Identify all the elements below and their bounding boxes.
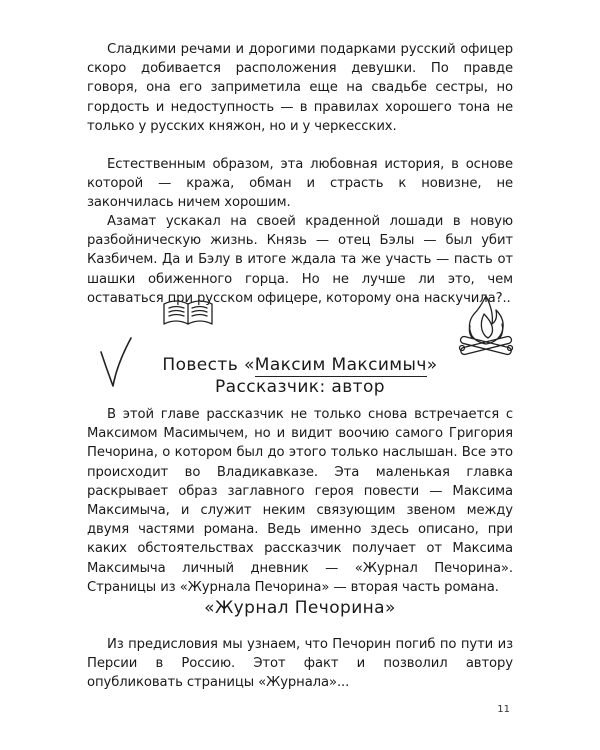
campfire-icon	[450, 292, 522, 362]
page-number: 11	[497, 704, 510, 715]
open-book-icon	[160, 294, 216, 328]
title-prefix: Повесть «	[162, 355, 255, 375]
section-subtitle: Рассказчик: автор	[215, 377, 385, 397]
section-title-zhurnal-pechorina: «Журнал Печорина»	[204, 598, 396, 618]
title-suffix: »	[426, 355, 438, 375]
paragraph-section1: В этой главе рассказчик не только снова встречается с Максимом Масимычем, но и видит воочию самого Григория Печорина, о котором был до этого только наслышан. Все это происходит во Владикавказе. Эта маленькая главка раскрывает образ заглавного героя повести — Максима Максимыча, и служит неким связующим звеном между двумя частями романа. Ведь именно здесь описано, при каких обстоятельствах рассказчик получает от Максима Максимыча личный дневник — «Журнал Печорина». Страницы из «Журнала Печорина» — вторая часть романа.	[87, 407, 513, 595]
paragraph-1: Сладкими речами и дорогими подарками русский офицер скоро добивается расположения девушки. По правде говоря, она его заприметила еще на свадьбе сестры, но гордость и недоступность — в правилах хорошего тона не только у русских княжон, но и у черкесских.	[87, 42, 513, 134]
title-underlined: Максим Максимыч	[254, 355, 427, 375]
paragraph-section2: Из предисловия мы узнаем, что Печорин погиб по пути из Персии в Россию. Этот факт и позволил автору опубликовать страницы «Журнала»...	[87, 637, 513, 691]
paragraph-2: Естественным образом, эта любовная история, в основе которой — кража, обман и страсть к новизне, не закончилась ничем хорошим.	[87, 157, 513, 211]
section-title-maksim-maksimych	[0, 355, 600, 376]
paragraph-3: Азамат ускакал на своей краденной лошади в новую разбойническую жизнь. Князь — отец Бэлы — был убит Казбичем. Да и Бэлу в итоге ждала та же участь — пасть от шашки обиженного горца. Но не лучше ли это, чем оставаться при русском офицере, которому она наскучила?..	[87, 214, 513, 306]
